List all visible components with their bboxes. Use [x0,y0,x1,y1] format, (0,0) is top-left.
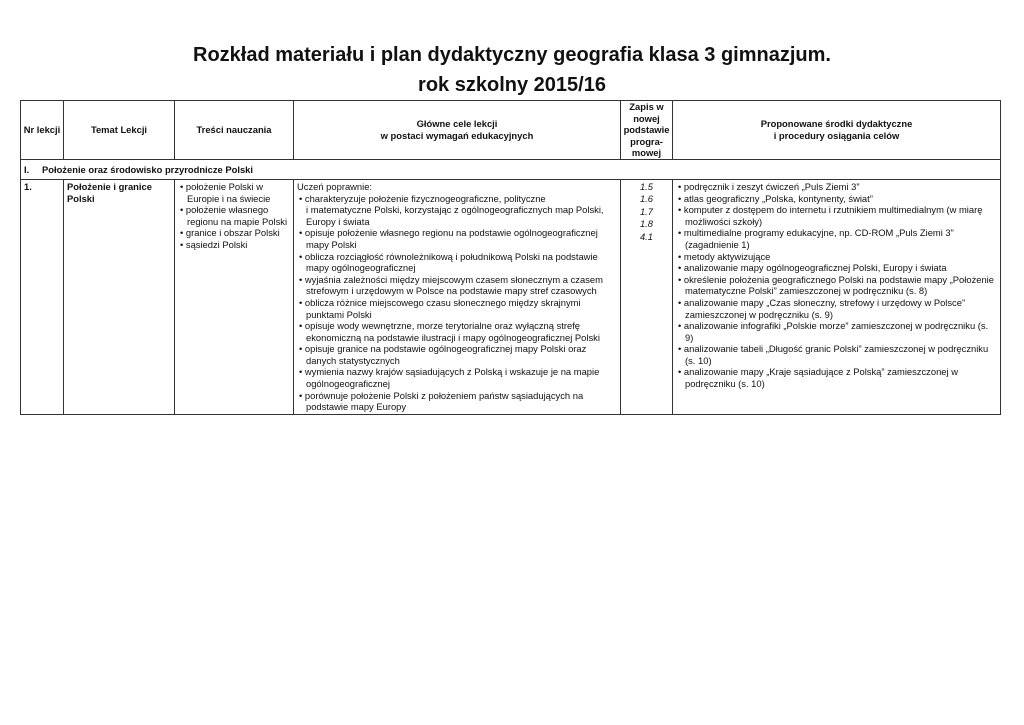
list-item: • komputer z dostępem do internetu i rzutnikiem multimedialnym (w miarę możliwości szkoły) [676,204,997,227]
list-item: • wyjaśnia zależności między miejscowym czasem słonecznym a czasem strefowym i urzędowym w Polsce na podstawie mapy stref czasowych [297,274,617,297]
header-topic: Temat Lekcji [64,101,175,160]
section-name: Położenie oraz środowisko przyrodnicze Polski [42,163,253,175]
lesson-number: 1. [21,179,64,414]
curriculum-codes-cell [621,179,673,414]
list-item: • analizowanie infografiki „Polskie morze” zamieszczonej w podręczniku (s. 9) [676,320,997,343]
list-item: • sąsiedzi Polski [178,239,290,251]
list-item: • oblicza różnice miejscowego czasu słonecznego między skrajnymi punktami Polski [297,297,617,320]
curriculum-code: 1.6 [639,193,654,205]
header-means-line1: Proponowane środki dydaktyczne [760,118,913,130]
list-item: • wymienia nazwy krajów sąsiadujących z Polską i wskazuje je na mapie ogólnogeograficznej [297,366,617,389]
header-means-line2: i procedury osiągania celów [773,129,900,141]
section-title [21,159,1001,179]
list-item: • metody aktywizujące [676,251,997,263]
list-item: • podręcznik i zeszyt ćwiczeń „Puls Ziemi 3” [676,181,997,193]
lesson-plan-table [20,100,1001,415]
list-item: • granice i obszar Polski [178,227,290,239]
list-item: • analizowanie mapy „Czas słoneczny, strefowy i urzędowy w Polsce” zamieszczonej w podręczniku (s. 9) [676,297,997,320]
header-content: Treści nauczania [175,101,294,160]
list-item: • opisuje granice na podstawie ogólnogeograficznej mapy Polski oraz danych statystycznych [297,343,617,366]
list-item: • opisuje wody wewnętrzne, morze terytorialne oraz wyłączną strefę ekonomiczną na podstawie ilustracji i mapy ogólnogeograficznej Polski [297,320,617,343]
list-item: • położenie Polski w Europie i na świecie [178,181,290,204]
school-year-title: rok szkolny 2015/16 [418,74,606,96]
header-goals-line2: w postaci wymagań edukacyjnych [380,129,534,141]
list-item: • analizowanie mapy ogólnogeograficznej Polski, Europy i świata [676,262,997,274]
header-goals [294,101,621,160]
list-item: • multimedialne programy edukacyjne, np. CD-ROM „Puls Ziemi 3” (zagadnienie 1) [676,227,997,250]
lesson-goals-cell [294,179,621,414]
lesson-content-cell [175,179,294,414]
header-goals-line1: Główne cele lekcji [416,118,498,130]
section-number: I. [24,163,30,175]
list-item: • analizowanie tabeli „Długość granic Polski” zamieszczonej w podręczniku (s. 10) [676,343,997,366]
curriculum-code: 1.7 [639,205,654,217]
content-list [178,181,290,251]
goals-intro: Uczeń poprawnie: [297,180,373,192]
list-item: • porównuje położenie Polski z położeniem państw sąsiadujących na podstawie mapy Europy [297,390,617,413]
list-item: i matematyczne Polski, korzystając z ogólnogeograficznych map Polski, Europy i świata [306,204,604,227]
curriculum-code: 1.5 [639,180,654,192]
lesson-row [21,179,1001,414]
table-header-row [21,101,1001,160]
list-item: • określenie położenia geograficznego Polski na podstawie mapy „Położenie matematyczne Polski” zamieszczonej w podręczniku (s. 8) [676,274,997,297]
lesson-means-cell [673,179,1001,414]
header-means [673,101,1001,160]
curriculum-code: 1.8 [639,218,654,230]
document-title: Rozkład materiału i plan dydaktyczny geografia klasa 3 gimnazjum. [193,44,831,66]
section-row [21,159,1001,179]
lesson-topic: Położenie i granice Polski [64,179,175,414]
list-item: • analizowanie mapy „Kraje sąsiadujące z Polską” zamieszczonej w podręczniku (s. 10) [676,366,997,389]
goals-list [297,193,617,413]
header-nr: Nr lekcji [21,101,64,160]
header-curriculum-code: Zapis w nowej podstawie progra- mowej [621,101,673,160]
list-item: • atlas geograficzny „Polska, kontynenty, świat” [676,193,997,205]
list-item: • charakteryzuje położenie fizycznogeograficzne, polityczne [297,193,617,205]
means-list [676,181,997,390]
list-item: • opisuje położenie własnego regionu na podstawie ogólnogeograficznej mapy Polski [297,227,617,250]
list-item: • położenie własnego regionu na mapie Polski [178,204,290,227]
list-item: • oblicza rozciągłość równoleżnikową i południkową Polski na podstawie mapy ogólnogeograficznej [297,251,617,274]
curriculum-code: 4.1 [639,230,654,242]
